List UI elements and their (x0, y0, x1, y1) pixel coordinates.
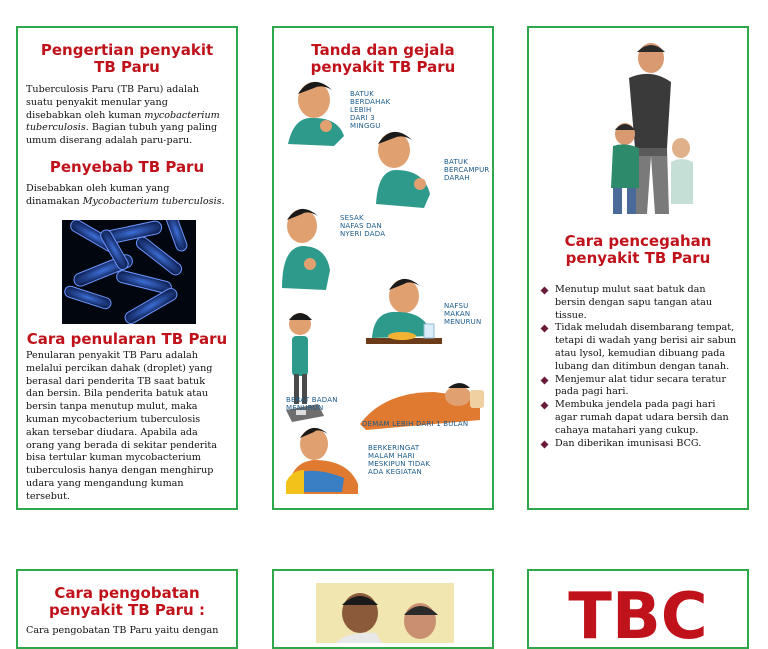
people-photo-icon (316, 583, 454, 643)
appetite-label: NAFSU MAKAN MENURUN (444, 302, 482, 326)
list-item: Tidak meludah disembarang tempat, tetapi di wadah yang berisi air sabun atau lysol, kemudian dibuang pada lubang dan ditimbun dengan tanah. (535, 322, 737, 373)
sweat-label: BERKERINGAT MALAM HARI MESKIPUN TIDAK ADA KEGIATAN (368, 444, 431, 476)
coughing-man-icon (288, 82, 344, 146)
list-item: Menjemur alat tidur secara teratur pada pagi hari. (535, 374, 737, 400)
prevention-list (535, 284, 737, 450)
thin-man-icon (289, 313, 312, 404)
page-curl (222, 480, 238, 510)
list-item: Membuka jendela pada pagi hari agar rumah dapat udara bersih dan cahaya matahari yang cukup. (535, 399, 737, 437)
caring-family-illustration (581, 38, 701, 226)
night-sweat-man-icon (286, 428, 358, 494)
panel-prevention (527, 26, 749, 510)
bacteria-image (62, 220, 196, 324)
bullet-icon (541, 287, 549, 295)
bullet-icon (541, 325, 549, 333)
tbc-title: TBC (568, 580, 708, 649)
eating-man-icon (366, 279, 442, 344)
panel-symptoms (272, 26, 494, 510)
list-item: Menutup mulut saat batuk dan bersin dengan sapu tangan atau tissue. (535, 284, 737, 322)
cause-title: Penyebab TB Paru (49, 158, 205, 176)
cough-label: BATUK BERDAHAK LEBIH DARI 3 MINGGU (350, 90, 391, 130)
bacteria-icon (62, 220, 196, 324)
treatment-title: Cara pengobatan penyakit TB Paru : (49, 584, 205, 619)
doctor-photo (316, 583, 454, 643)
weight-label: BERAT BADAN MENURUN (286, 396, 338, 412)
bystander-figure-icon (671, 138, 693, 204)
bullet-icon (541, 440, 549, 448)
treatment-text: Cara pengobatan TB Paru yaitu dengan (26, 625, 219, 636)
definition-title: Pengertian penyakit TB Paru (40, 41, 214, 76)
bullet-icon (541, 402, 549, 410)
panel-tbc (527, 569, 749, 649)
spread-text: Penularan penyakit TB Paru adalah melalui percikan dahak (droplet) yang berasal dari penderita TB saat batuk dan bersin. Bila penderita batuk atau bersin tanpa menutup mulut, maka kuman mycobacterium tuberculosis akan tersebar diudara. Apabila ada orang yang berada di sekitar penderita bisa tertular kuman mycobacterium tuberculosis hanya dengan menghirup udara yang mengandung kuman tersebut. (26, 350, 217, 502)
spread-title: Cara penularan TB Paru (26, 330, 228, 348)
page-curl (478, 480, 494, 510)
chest-pain-man-icon (282, 209, 330, 290)
panel-definition (16, 26, 238, 510)
symptoms-title: Tanda dan gejala penyakit TB Paru (310, 41, 456, 76)
breath-label: SESAK NAFAS DAN NYERI DADA (340, 214, 386, 238)
panel-photo (272, 569, 494, 649)
prevention-title: Cara pencegahan penyakit TB Paru (564, 232, 712, 267)
blood-cough-label: BATUK BERCAMPUR DARAH (444, 158, 490, 182)
blood-cough-man-icon (376, 132, 430, 208)
page-curl (733, 480, 749, 510)
cause-text: Disebabkan oleh kuman yang dinamakan Mycobacterium tuberculosis. (26, 183, 225, 207)
bullet-icon (541, 376, 549, 384)
definition-text: Tuberculosis Paru (TB Paru) adalah suatu penyakit menular yang disebabkan oleh kuman mycobacterium tuberculosis. Bagian tubuh yang paling umum diserang adalah paru-paru. (26, 84, 220, 147)
list-item: Dan diberikan imunisasi BCG. (535, 438, 737, 451)
symptoms-illustration (274, 74, 492, 494)
fever-label: DEMAM LEBIH DARI 1 BULAN (362, 420, 469, 428)
panel-treatment (16, 569, 238, 649)
